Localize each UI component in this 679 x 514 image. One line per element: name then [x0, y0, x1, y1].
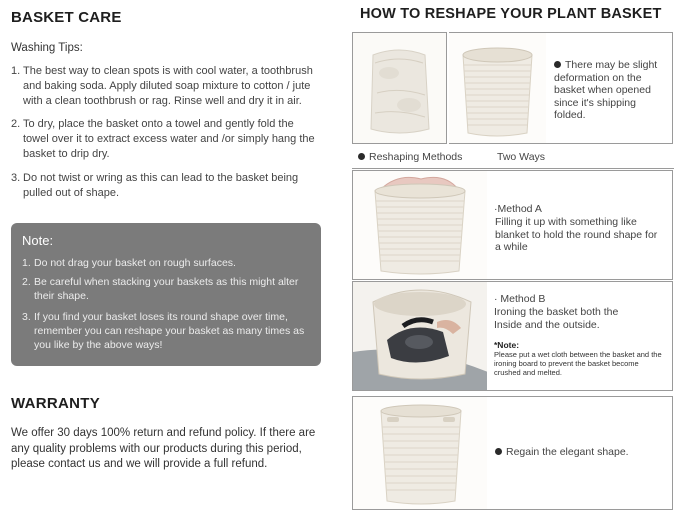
regain-photo: [352, 396, 489, 510]
note-number: 3.: [22, 311, 31, 323]
note-number: 1.: [22, 257, 31, 269]
deformation-note-cell: [546, 32, 673, 144]
note-text: If you find your basket loses its round shape over time, remember you can reshape your basket as many times as you like by the above ways!: [34, 311, 305, 351]
folded-basket-icon: [353, 33, 446, 143]
filled-basket-icon: [353, 171, 488, 279]
note-item-1: [22, 256, 312, 270]
tip-number: 2.: [11, 118, 21, 130]
reshape-column: [340, 0, 679, 513]
method-b-note: [494, 341, 664, 377]
method-b-note-text: Please put a wet cloth between the basket and the ironing board to prevent the basket become crushed and melted.: [494, 350, 662, 377]
tip-number: 1.: [11, 65, 21, 77]
folded-basket-photo: [352, 32, 447, 144]
method-b-text: Ironing the basket both the Inside and the outside.: [494, 306, 619, 331]
method-a-cell: [487, 170, 673, 280]
note-item-2: [22, 275, 312, 303]
opened-basket-photo: [449, 32, 547, 144]
method-b-title: · Method B: [494, 293, 546, 305]
divider: [352, 168, 674, 169]
tip-text: To dry, place the basket onto a towel and gently fold the towel over it to extract excess water and /or simply hang the basket to drip dry.: [23, 118, 315, 160]
note-title: Note:: [22, 233, 54, 248]
reshape-title: HOW TO RESHAPE YOUR PLANT BASKET: [360, 6, 662, 22]
method-b-note-title: *Note:: [494, 340, 520, 350]
washing-tips-heading: Washing Tips:: [11, 42, 83, 54]
method-b-photo: [352, 281, 489, 391]
method-a-photo: [352, 170, 489, 280]
deformation-note: [554, 59, 668, 122]
regain-cell: [487, 396, 673, 510]
basket-care-column: [0, 0, 340, 513]
note-text: Do not drag your basket on rough surfaces.: [34, 257, 236, 269]
basket-care-title: BASKET CARE: [11, 9, 122, 26]
methods-header-row: [352, 146, 672, 168]
tip-number: 3.: [11, 172, 21, 184]
note-number: 2.: [22, 276, 31, 288]
bullet-icon: [554, 61, 561, 68]
bullet-icon: [495, 448, 502, 455]
tip-text: The best way to clean spots is with cool water, a toothbrush and baking soda. Apply diluted soap mixture to cotton / jute with a clean toothbrush or rag. Rinse well and dry it in air.: [23, 65, 313, 107]
method-a-text: Filling it up with something like blanket to hold the round shape for a while: [495, 216, 658, 253]
bullet-icon: [358, 153, 365, 160]
note-text: Be careful when stacking your baskets as this might alter their shape.: [34, 276, 299, 302]
note-item-3: [22, 310, 312, 352]
washing-tip-1: [11, 64, 321, 109]
deformation-note-text: There may be slight deformation on the basket when opened since it's shipping folded.: [554, 59, 658, 121]
warranty-text: We offer 30 days 100% return and refund policy. If there are any quality problems with our products during this period, please contact us and we will provide a full refund.: [11, 427, 316, 470]
two-ways-label: Two Ways: [497, 151, 546, 163]
note-box: [11, 223, 321, 366]
reshaping-methods-label: [358, 151, 462, 164]
method-b-cell: [487, 281, 673, 391]
reshaped-basket-icon: [353, 397, 488, 509]
rope-basket-icon: [449, 33, 546, 143]
reshaping-methods-text: Reshaping Methods: [369, 151, 463, 163]
washing-tip-3: [11, 171, 321, 201]
regain-label: Regain the elegant shape.: [506, 446, 629, 458]
method-a-title: ·Method A: [494, 203, 542, 215]
warranty-title: WARRANTY: [11, 395, 101, 412]
washing-tip-2: [11, 117, 321, 162]
tip-text: Do not twist or wring as this can lead to the basket being pulled out of shape.: [23, 172, 299, 199]
regain-text: [495, 446, 665, 459]
ironing-basket-icon: [353, 282, 488, 390]
